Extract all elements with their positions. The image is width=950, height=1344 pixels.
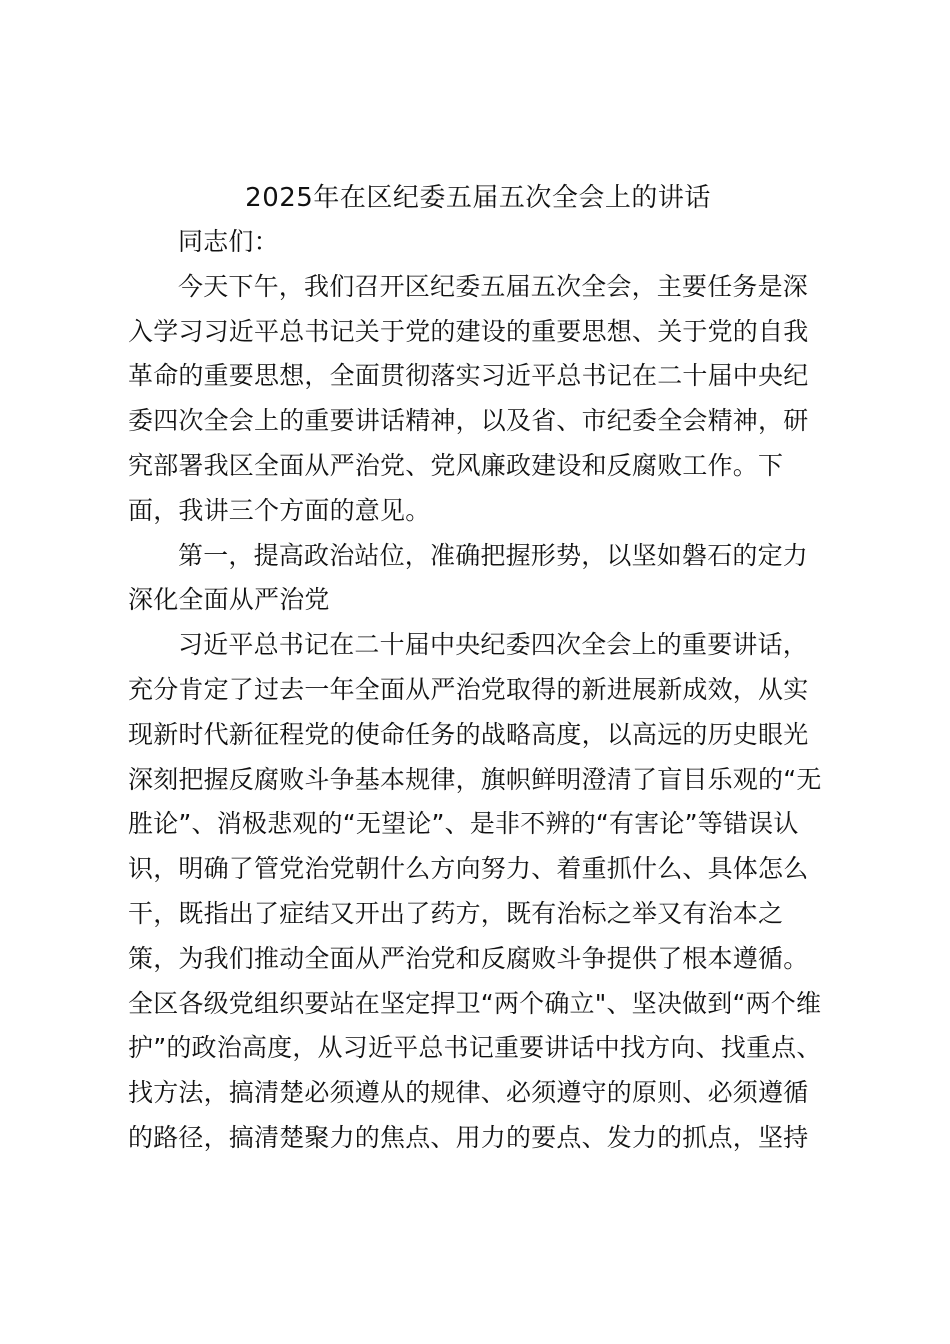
paragraph-line: 识，明确了管党治党朝什么方向努力、着重抓什么、具体怎么 xyxy=(128,854,809,884)
paragraph-intro xyxy=(128,265,828,534)
paragraph-line: 护”的政治高度，从习近平总书记重要讲话中找方向、找重点、 xyxy=(128,1033,822,1063)
section-heading-first xyxy=(128,534,828,624)
paragraph-line: 委四次全会上的重要讲话精神，以及省、市纪委全会精神，研 xyxy=(128,406,809,436)
paragraph-line: 策，为我们推动全面从严治党和反腐败斗争提供了根本遵循。 xyxy=(128,943,809,973)
paragraph-line: 今天下午，我们召开区纪委五届五次全会，主要任务是深 xyxy=(178,271,809,301)
document-body xyxy=(128,176,828,1161)
paragraph-line: 深刻把握反腐败斗争基本规律，旗帜鲜明澄清了盲目乐观的“无 xyxy=(128,764,822,794)
paragraph-line: 究部署我区全面从严治党、党风廉政建设和反腐败工作。下 xyxy=(128,450,784,480)
paragraph-line: 的路径，搞清楚聚力的焦点、用力的要点、发力的抓点，坚持 xyxy=(128,1122,809,1152)
paragraph-line: 找方法，搞清楚必须遵从的规律、必须遵守的原则、必须遵循 xyxy=(128,1078,809,1108)
document-title: 2025年在区纪委五届五次全会上的讲话 xyxy=(245,183,711,213)
paragraph-line: 第一，提高政治站位，准确把握形势，以坚如磐石的定力 xyxy=(178,540,809,570)
paragraph-line: 全区各级党组织要站在坚定捍卫“两个确立"、坚决做到“两个维 xyxy=(128,988,822,1018)
paragraph-line: 入学习习近平总书记关于党的建设的重要思想、关于党的自我 xyxy=(128,316,809,346)
paragraph-line: 胜论”、消极悲观的“无望论”、是非不辨的“有害论”等错误认 xyxy=(128,809,799,839)
paragraph-line: 干，既指出了症结又开出了药方，既有治标之举又有治本之 xyxy=(128,898,784,928)
paragraph-line: 习近平总书记在二十届中央纪委四次全会上的重要讲话， xyxy=(178,630,809,660)
paragraph-body xyxy=(128,623,828,1161)
paragraph-line: 现新时代新征程党的使命任务的战略高度，以高远的历史眼光 xyxy=(128,719,809,749)
paragraph-line: 面，我讲三个方面的意见。 xyxy=(128,495,431,525)
salutation: 同志们： xyxy=(178,227,279,256)
paragraph-line: 革命的重要思想，全面贯彻落实习近平总书记在二十届中央纪 xyxy=(128,361,809,391)
paragraph-line: 充分肯定了过去一年全面从严治党取得的新进展新成效，从实 xyxy=(128,674,809,704)
paragraph-line: 深化全面从严治党 xyxy=(128,585,330,615)
